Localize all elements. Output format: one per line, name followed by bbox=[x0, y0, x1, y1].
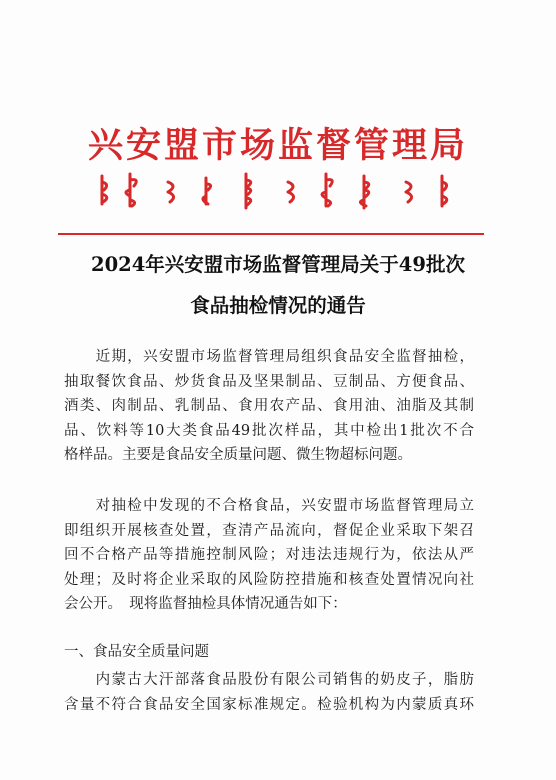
paragraph-1 bbox=[64, 345, 474, 468]
section-heading-1 bbox=[64, 640, 474, 665]
paragraph-line: 内蒙古大汗部落食品股份有限公司销售的奶皮子，脂肪 bbox=[64, 672, 474, 688]
paragraph-2 bbox=[64, 494, 474, 617]
paragraph-line: 回不合格产品等措施控制风险；对违法违规行为，依法从严 bbox=[64, 547, 474, 563]
section-heading-text: 一、食品安全质量问题 bbox=[64, 644, 209, 660]
document-title-line-1: 2024年兴安盟市场监督管理局关于49批次 bbox=[91, 253, 465, 276]
mongolian-script-icon bbox=[96, 168, 456, 212]
paragraph-line: 对抽检中发现的不合格食品，兴安盟市场监督管理局立 bbox=[64, 498, 474, 514]
paragraph-line: 含量不符合食品安全国家标准规定。检验机构为内蒙质真环 bbox=[64, 696, 474, 713]
paragraph-line: 酒类、肉制品、乳制品、食用农产品、食用油、油脂及其制 bbox=[64, 398, 474, 414]
paragraph-line: 会公开。 现将监督抽检具体情况通告如下： bbox=[64, 596, 347, 612]
paragraph-line: 处理；及时将企业采取的风险防控措施和核查处置情况向社 bbox=[64, 571, 474, 588]
paragraph-line: 格样品。主要是食品安全质量问题、微生物超标问题。 bbox=[64, 447, 412, 463]
letterhead-red-rule bbox=[58, 233, 484, 235]
letterhead-chinese-name: 兴安盟市场监督管理局 bbox=[87, 125, 468, 166]
paragraph-line: 近期，兴安盟市场监督管理局组织食品安全监督抽检， bbox=[64, 349, 474, 365]
paragraph-line: 即组织开展核查处置，查清产品流向，督促企业采取下架召 bbox=[64, 522, 474, 539]
paragraph-3 bbox=[64, 668, 474, 717]
letterhead-mongolian-name bbox=[96, 168, 456, 212]
document-title-line-2: 食品抽检情况的通告 bbox=[190, 294, 366, 317]
paragraph-line: 品、饮料等10大类食品49批次样品，其中检出1批次不合 bbox=[64, 422, 474, 439]
paragraph-line: 抽取餐饮食品、炒货食品及坚果制品、豆制品、方便食品、 bbox=[64, 373, 474, 390]
